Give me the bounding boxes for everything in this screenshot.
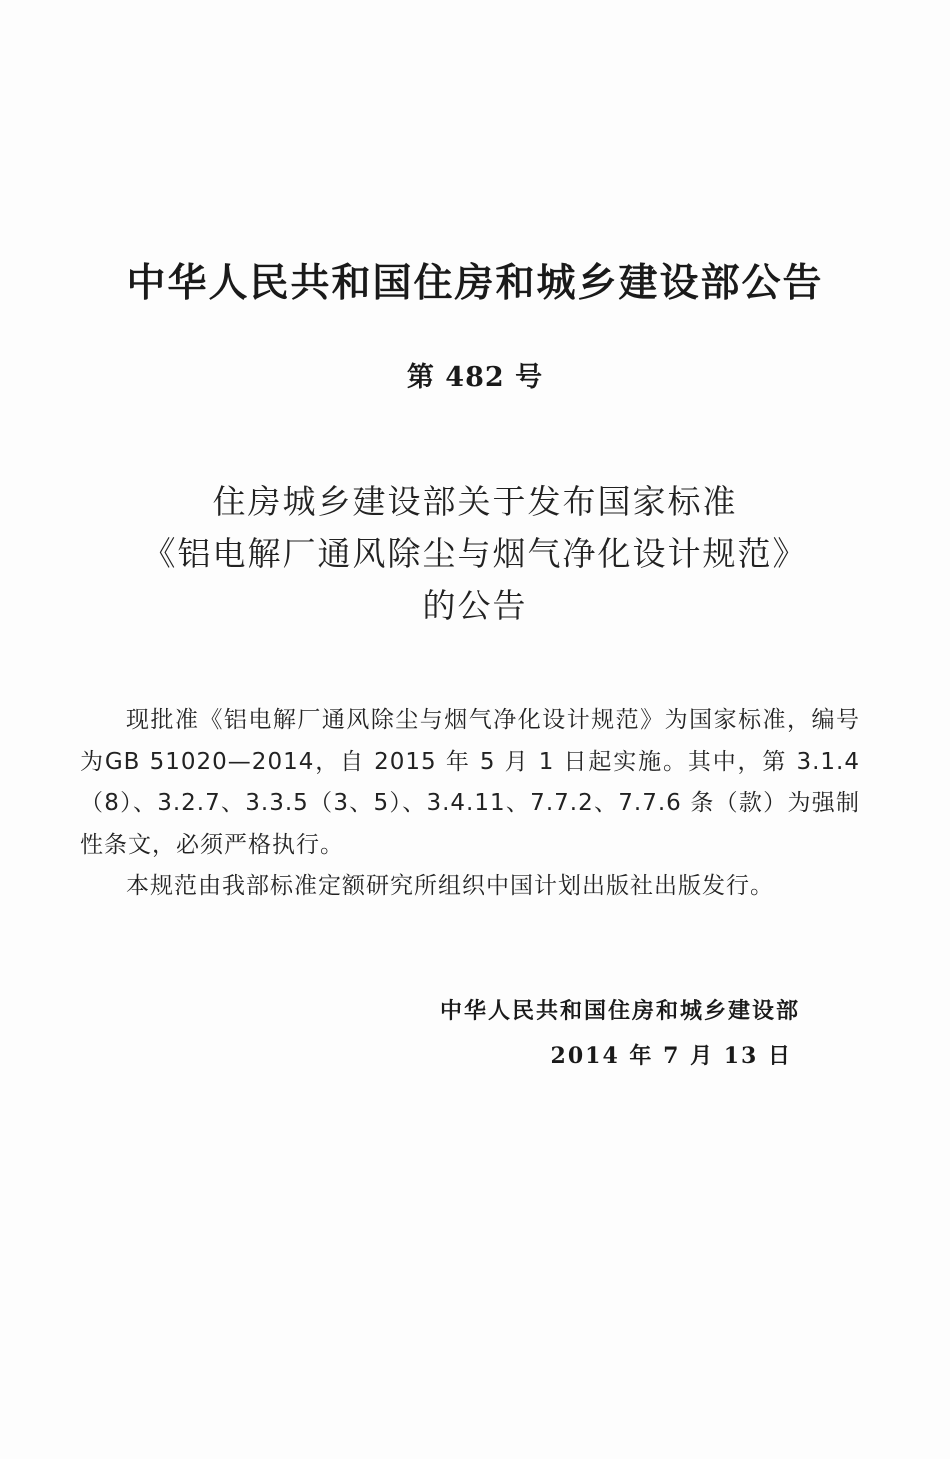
- subject-line-2: 《铝电解厂通风除尘与烟气净化设计规范》: [142, 534, 808, 573]
- subject-line-3: 的公告: [422, 586, 528, 625]
- body-paragraph-publication: 本规范由我部标准定额研究所组织中国计划出版社出版发行。: [126, 873, 774, 899]
- announcement-number: 第 482 号: [406, 362, 544, 393]
- signatory: 中华人民共和国住房和城乡建设部: [439, 999, 800, 1024]
- subject-line-1: 住房城乡建设部关于发布国家标准: [212, 482, 738, 521]
- announcement-body: [80, 700, 860, 908]
- issue-date: 2014 年 7 月 13 日: [550, 1043, 792, 1069]
- body-paragraph-approval: 现批准《铝电解厂通风除尘与烟气净化设计规范》为国家标准，编号为GB 51020—2014，自 2015 年 5 月 1 日起实施。其中，第 3.1.4（8）、3.2.7、3.3.5（3、5）、3.4.11、7.7.2、7.7.6 条（款）为强制性条文，必须严格执行。: [80, 707, 860, 858]
- agency-title: 中华人民共和国住房和城乡建设部公告: [126, 261, 824, 306]
- signature-block: [0, 990, 800, 1078]
- announcement-subject: [0, 476, 950, 632]
